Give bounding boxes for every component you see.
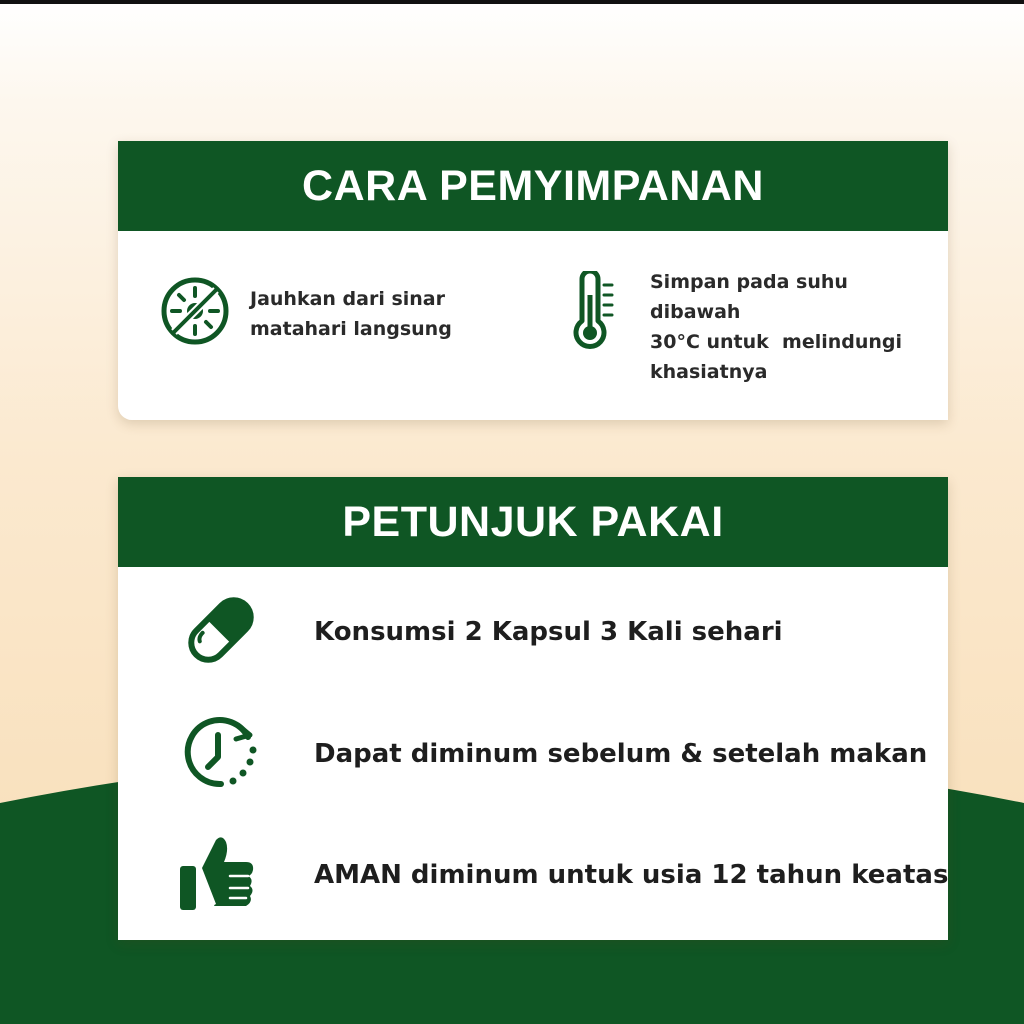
no-sun-icon — [160, 276, 230, 350]
storage-body — [118, 231, 948, 420]
storage-item-temperature — [570, 271, 940, 387]
capsule-icon — [178, 587, 264, 677]
age-text: AMAN diminum untuk usia 12 tahun keatas — [314, 860, 949, 890]
temperature-text-line: khasiatnya — [650, 361, 768, 383]
usage-title: PETUNJUK PAKAI — [118, 477, 948, 567]
usage-item-dosage — [178, 587, 783, 677]
thermometer-icon — [570, 271, 620, 357]
temperature-text-line: 30°C untuk melindungi — [650, 331, 903, 353]
sunlight-text — [250, 284, 480, 344]
temperature-text — [650, 267, 940, 387]
sunlight-text-line: matahari langsung — [250, 318, 452, 340]
dosage-text: Konsumsi 2 Kapsul 3 Kali sehari — [314, 617, 783, 647]
sunlight-text-line: Jauhkan dari sinar — [250, 288, 446, 310]
temperature-text-line: Simpan pada suhu dibawah — [650, 271, 848, 323]
clock-icon — [178, 709, 264, 799]
storage-title: CARA PEMYIMPANAN — [118, 141, 948, 231]
usage-card — [118, 477, 948, 940]
timing-text: Dapat diminum sebelum & setelah makan — [314, 739, 928, 769]
usage-item-timing — [178, 709, 927, 799]
thumbs-up-icon — [178, 832, 254, 918]
usage-item-age — [178, 832, 948, 918]
storage-item-sunlight — [160, 276, 480, 350]
storage-card — [118, 141, 948, 420]
